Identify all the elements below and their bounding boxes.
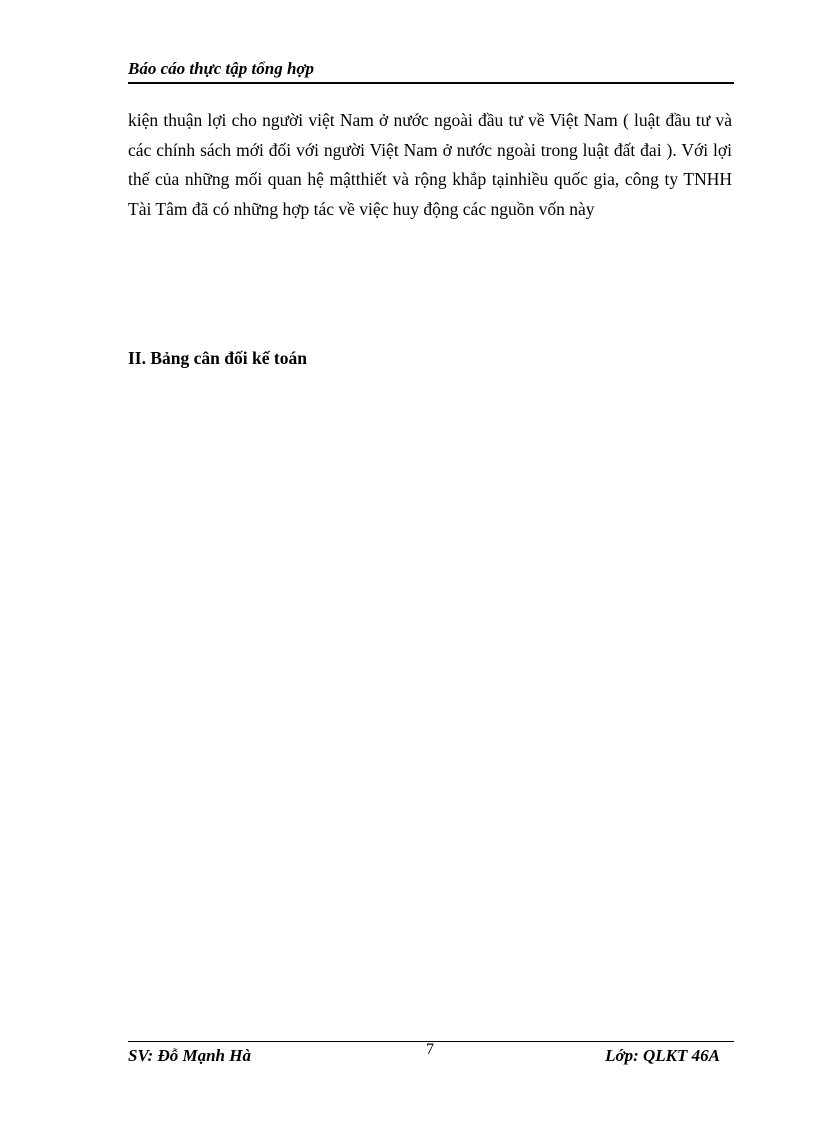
footer-student-name: SV: Đỗ Mạnh Hà: [128, 1046, 251, 1065]
header-title: Báo cáo thực tập tổng hợp: [128, 59, 315, 78]
page-header: [128, 58, 734, 84]
section-heading: II. Bảng cân đối kế toán: [128, 348, 307, 368]
body-paragraph: kiện thuận lợi cho người việt Nam ở nước ngoài đầu tư về Việt Nam ( luật đầu tư và các chính sách mới đối với người Việt Nam ở nước ngoài trong luật đất đai ). Với lợi thế của những mối quan hệ mậtthiết và rộng khắp tạinhiều quốc gia, công ty TNHH Tài Tâm đã có những hợp tác về việc huy động các nguồn vốn này: [128, 110, 732, 219]
page-number: 7: [426, 1041, 434, 1058]
footer-class-label: Lớp: QLKT 46A: [605, 1046, 720, 1065]
